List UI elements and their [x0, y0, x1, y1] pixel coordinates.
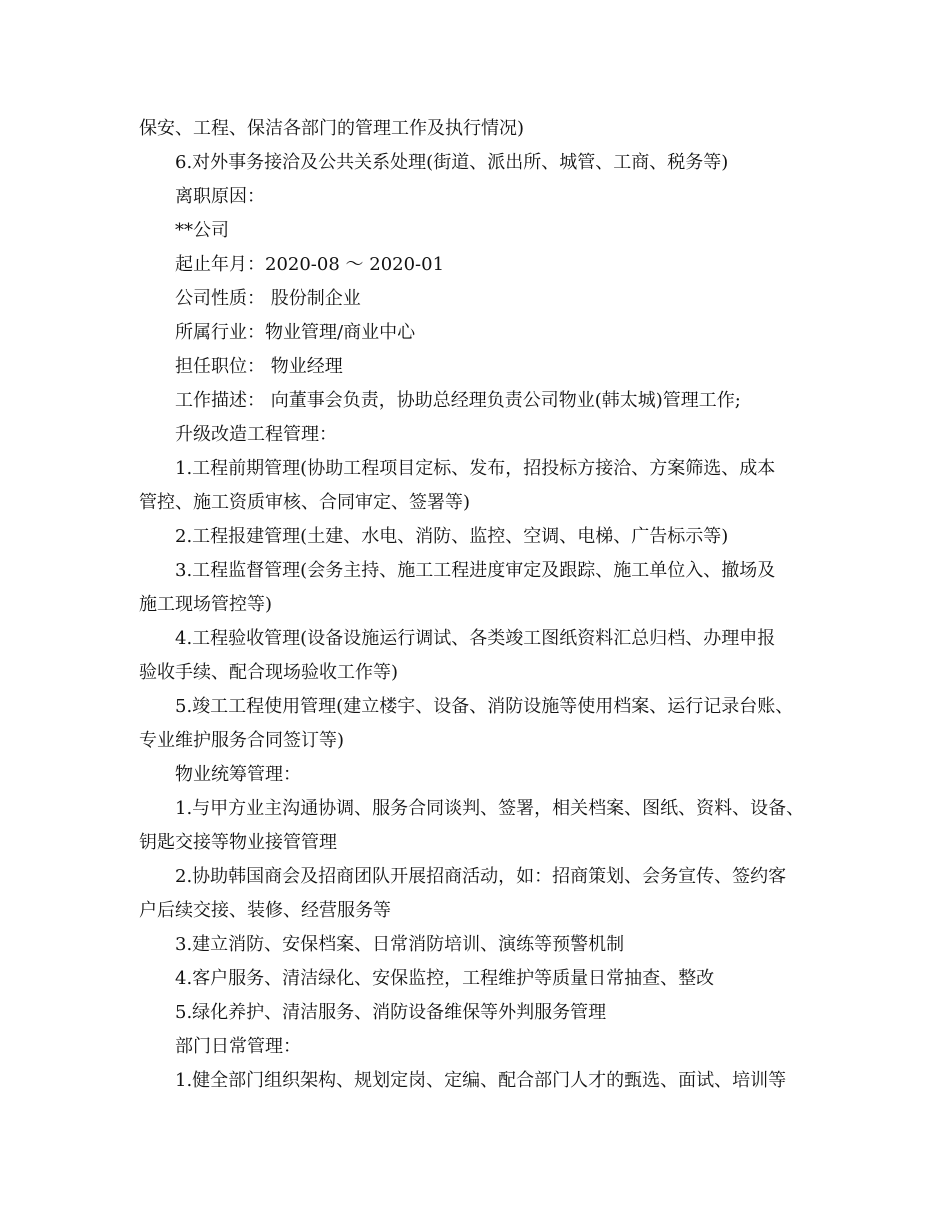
- document-line: 专业维护服务合同签订等): [139, 730, 345, 751]
- document-line: 4.工程验收管理(设备设施运行调试、各类竣工图纸资料汇总归档、办理申报: [175, 628, 776, 649]
- document-line: 3.建立消防、安保档案、日常消防培训、演练等预警机制: [175, 934, 625, 955]
- document-line: 工作描述： 向董事会负责，协助总经理负责公司物业(韩太城)管理工作;: [175, 390, 741, 411]
- document-line: 公司性质： 股份制企业: [175, 288, 361, 309]
- document-line: 2.工程报建管理(土建、水电、消防、监控、空调、电梯、广告标示等): [175, 526, 729, 547]
- document-line: 离职原因：: [175, 186, 265, 207]
- document-line: 钥匙交接等物业接管管理: [139, 832, 337, 853]
- document-line: 保安、工程、保洁各部门的管理工作及执行情况): [139, 118, 525, 139]
- document-line: 管控、施工资质审核、合同审定、签署等): [139, 492, 471, 513]
- document-line: 物业统筹管理：: [175, 764, 301, 785]
- document-line: 户后续交接、装修、经营服务等: [139, 900, 391, 921]
- document-line: 1.工程前期管理(协助工程项目定标、发布，招投标方接洽、方案筛选、成本: [175, 458, 776, 479]
- document-line: 2.协助韩国商会及招商团队开展招商活动，如：招商策划、会务宣传、签约客: [175, 866, 787, 887]
- document-line: 部门日常管理：: [175, 1036, 301, 1057]
- document-body: [139, 112, 829, 1098]
- document-line: 所属行业：物业管理/商业中心: [175, 322, 416, 343]
- document-line: 升级改造工程管理：: [175, 424, 337, 445]
- document-line: 5.绿化养护、清洁服务、消防设备维保等外判服务管理: [175, 1002, 607, 1023]
- document-line: 验收手续、配合现场验收工作等): [139, 662, 399, 683]
- document-line: 1.健全部门组织架构、规划定岗、定编、配合部门人才的甄选、面试、培训等: [175, 1070, 787, 1091]
- document-line: 5.竣工工程使用管理(建立楼宇、设备、消防设施等使用档案、运行记录台账、: [175, 696, 794, 717]
- document-line: 4.客户服务、清洁绿化、安保监控，工程维护等质量日常抽查、整改: [175, 968, 715, 989]
- document-line: 6.对外事务接洽及公共关系处理(街道、派出所、城管、工商、税务等): [175, 152, 729, 173]
- document-line: **公司: [175, 220, 229, 241]
- document-line: 1.与甲方业主沟通协调、服务合同谈判、签署，相关档案、图纸、资料、设备、: [175, 798, 805, 819]
- document-line: 施工现场管控等): [139, 594, 273, 615]
- document-line: 起止年月：2020-08 ～ 2020-01: [175, 254, 445, 275]
- document-line: 担任职位： 物业经理: [175, 356, 343, 377]
- document-line: 3.工程监督管理(会务主持、施工工程进度审定及跟踪、施工单位入、撤场及: [175, 560, 776, 581]
